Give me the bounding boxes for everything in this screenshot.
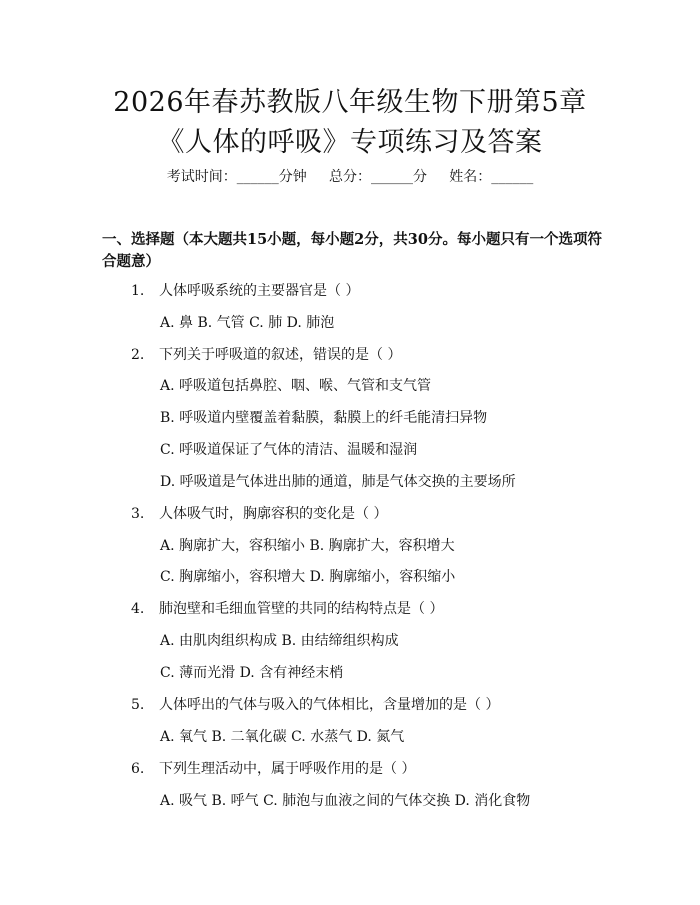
question-stem: 人体呼吸系统的主要器官是（ ） bbox=[159, 283, 360, 299]
question-6 bbox=[131, 759, 415, 779]
question-2-option-d: D. 呼吸道是气体进出肺的通道，肺是气体交换的主要场所 bbox=[160, 474, 516, 490]
question-3 bbox=[131, 504, 387, 524]
question-4-options-ab: A. 由肌肉组织构成 B. 由结缔组织构成 bbox=[160, 633, 399, 649]
exam-info-line: 考试时间：______分钟 总分：______分 姓名：______ bbox=[166, 169, 534, 185]
question-1-options: A. 鼻 B. 气管 C. 肺 D. 肺泡 bbox=[160, 315, 335, 331]
question-stem: 下列生理活动中，属于呼吸作用的是（ ） bbox=[159, 761, 416, 777]
question-3-options-ab: A. 胸廓扩大，容积缩小 B. 胸廓扩大，容积增大 bbox=[160, 538, 455, 554]
question-stem: 下列关于呼吸道的叙述，错误的是（ ） bbox=[159, 347, 402, 363]
question-2-option-b: B. 呼吸道内壁覆盖着黏膜，黏膜上的纤毛能清扫异物 bbox=[160, 410, 488, 426]
question-2-option-a: A. 呼吸道包括鼻腔、咽、喉、气管和支气管 bbox=[160, 378, 432, 394]
question-number: 2. bbox=[131, 347, 145, 363]
question-number: 4. bbox=[131, 601, 145, 617]
question-6-options: A. 吸气 B. 呼气 C. 肺泡与血液之间的气体交换 D. 消化食物 bbox=[160, 793, 531, 809]
question-5-options: A. 氧气 B. 二氧化碳 C. 水蒸气 D. 氮气 bbox=[160, 729, 405, 745]
question-1 bbox=[131, 281, 359, 301]
question-4 bbox=[131, 599, 443, 619]
question-number: 3. bbox=[131, 506, 145, 522]
question-stem: 人体呼出的气体与吸入的气体相比，含量增加的是（ ） bbox=[159, 697, 500, 713]
question-number: 5. bbox=[131, 697, 145, 713]
question-3-options-cd: C. 胸廓缩小，容积增大 D. 胸廓缩小，容积缩小 bbox=[160, 569, 456, 585]
question-2-option-c: C. 呼吸道保证了气体的清洁、温暖和湿润 bbox=[160, 442, 418, 458]
section-heading: 一、选择题（本大题共15小题，每小题2分，共30分。每小题只有一个选项符合题意） bbox=[102, 231, 602, 270]
question-2 bbox=[131, 345, 401, 365]
question-5 bbox=[131, 695, 499, 715]
question-stem: 人体吸气时，胸廓容积的变化是（ ） bbox=[159, 506, 388, 522]
question-4-options-cd: C. 薄而光滑 D. 含有神经末梢 bbox=[160, 665, 344, 681]
question-stem: 肺泡壁和毛细血管壁的共同的结构特点是（ ） bbox=[159, 601, 444, 617]
document-title: 2026年春苏教版八年级生物下册第5章《人体的呼吸》专项练习及答案 bbox=[113, 87, 587, 158]
question-number: 1. bbox=[131, 283, 145, 299]
question-number: 6. bbox=[131, 761, 145, 777]
